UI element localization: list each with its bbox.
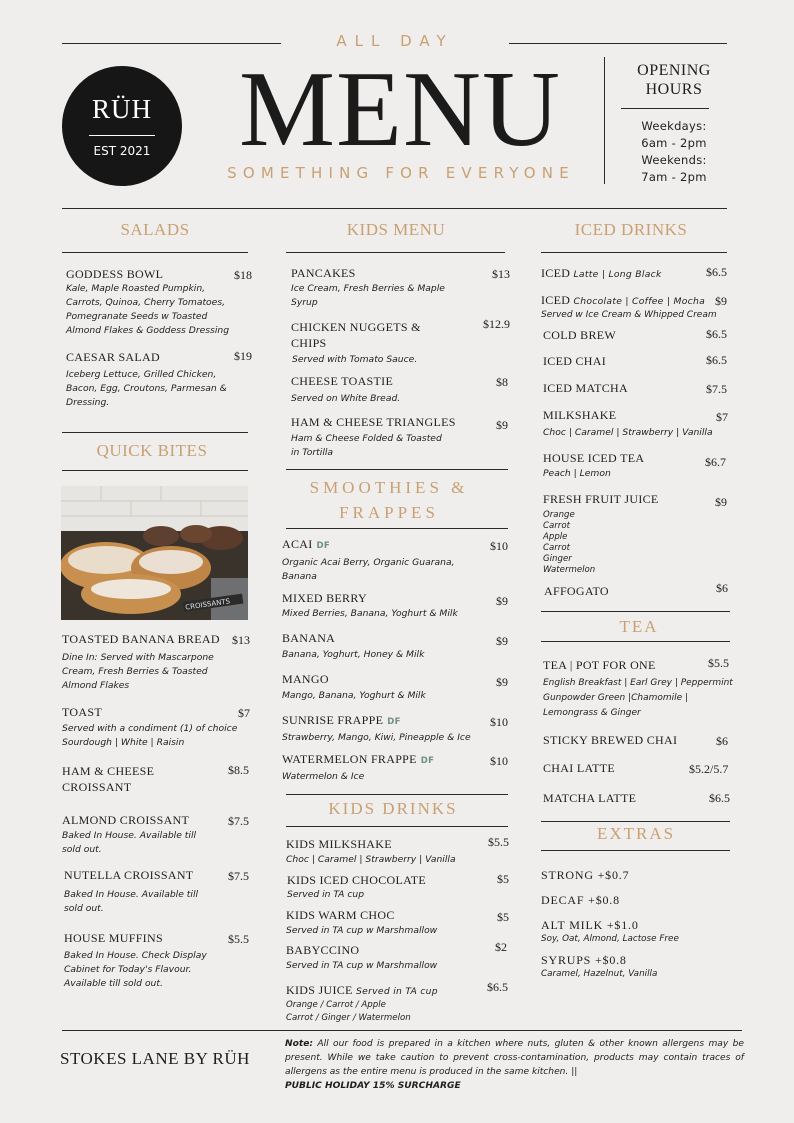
item-name: FRESH FRUIT JUICE [543, 492, 659, 506]
dairy-free-badge: DF [316, 541, 331, 551]
photo-sign-text: CROISSANTS [184, 597, 231, 612]
menu-item [291, 414, 511, 460]
menu-item [282, 671, 512, 703]
item-name: MIXED BERRY [282, 591, 367, 605]
menu-item [64, 930, 252, 991]
extras-title: EXTRAS [596, 824, 676, 843]
item-name: CAESAR SALAD [66, 350, 160, 364]
item-name: SYRUPS +$0.8 [541, 953, 627, 967]
item-description: Mango, Banana, Yoghurt & Milk [282, 690, 426, 701]
item-price: $12.9 [483, 317, 510, 331]
menu-item [543, 657, 743, 721]
item-description: Served with Tomato Sauce. [292, 354, 418, 365]
item-name-line-2: CROISSANT [62, 780, 132, 794]
item-description: Mixed Berries, Banana, Yoghurt & Milk [282, 608, 458, 619]
item-description: English Breakfast | Earl Grey | Peppermint Gunpowder Green |Chamomile | Lemongrass & Ginger [543, 678, 733, 718]
menu-item [543, 450, 731, 481]
item-name: ACAI DF [282, 537, 331, 551]
iced-drinks-title: ICED DRINKS [574, 220, 688, 239]
item-name: MATCHA LATTE [543, 791, 637, 805]
allergen-note [285, 1037, 744, 1093]
item-price: $7.5 [706, 382, 727, 396]
item-price: $6.5 [706, 327, 727, 341]
item-name: HOUSE ICED TEA [543, 451, 645, 465]
item-price: $6.5 [706, 353, 727, 367]
item-description: Baked In House. Check Display Cabinet for Today's Flavour. Available till sold out. [64, 950, 207, 989]
item-description: Served w Ice Cream & Whipped Cream [541, 310, 717, 320]
hours-line: Weekdays: [641, 119, 707, 133]
smoothies-title [286, 475, 492, 525]
item-price: $19 [234, 349, 252, 363]
item-name: PANCAKES [291, 266, 356, 280]
menu-item [543, 732, 733, 748]
item-description: Watermelon & Ice [282, 771, 365, 782]
item-name: WATERMELON FRAPPE DF [282, 752, 435, 766]
item-price: $9 [496, 418, 508, 432]
logo-est: EST 2021 [93, 144, 151, 158]
item-price: $2 [495, 940, 507, 954]
note-text: All our food is prepared in a kitchen where nuts, gluten & other known allergens may be present. While we take caution to prevent cross-contamination, products may contain traces of allergens as the entire menu is produced in the same kitchen. || [285, 1039, 744, 1077]
tea-title: TEA [619, 617, 659, 636]
menu-item [64, 867, 252, 916]
item-description: Baked In House. Available till sold out. [64, 889, 199, 914]
salads-title: SALADS [120, 220, 190, 239]
item-description: Strawberry, Mango, Kiwi, Pineapple & Ice [282, 732, 471, 743]
item-description: Choc | Caramel | Strawberry | Vanilla [286, 854, 456, 865]
item-price: $10 [490, 539, 508, 553]
item-name: HAM & CHEESE TRIANGLES [291, 415, 456, 429]
item-price: $13 [232, 633, 250, 647]
item-price: $9 [715, 495, 727, 509]
menu-item [282, 630, 512, 662]
item-price: $7.5 [228, 869, 249, 883]
item-name: STICKY BREWED CHAI [543, 733, 678, 747]
item-price: $10 [490, 754, 508, 768]
menu-item [543, 790, 733, 806]
item-name: TEA | POT FOR ONE [543, 658, 656, 672]
extra-item [541, 867, 731, 883]
dairy-free-badge: DF [387, 717, 401, 727]
logo [62, 66, 182, 186]
brand-name: STOKES LANE BY RÜH [60, 1049, 250, 1068]
kids-drinks-title: KIDS DRINKS [328, 799, 458, 818]
item-price: $13 [492, 267, 510, 281]
menu-item [282, 590, 512, 621]
smoothies-title-line-1: SMOOTHIES & [309, 478, 469, 497]
menu-item [286, 942, 511, 973]
item-price: $5.5 [228, 932, 249, 946]
item-name: TOAST [62, 705, 102, 719]
item-description: Served in TA cup [287, 889, 365, 900]
item-price: $5 [497, 910, 509, 924]
item-name-line-2: CHIPS [291, 336, 327, 350]
menu-item [62, 763, 252, 795]
menu-item [543, 760, 733, 776]
item-name: GODDESS BOWL [66, 267, 164, 281]
croissant-photo [61, 486, 248, 620]
item-price: $7.5 [228, 814, 249, 828]
item-name: CHICKEN NUGGETS & [291, 320, 421, 334]
item-name: KIDS JUICE Served in TA cup [286, 983, 438, 997]
menu-item [543, 353, 731, 369]
item-price: $18 [234, 268, 252, 282]
hours-line: 7am - 2pm [641, 170, 707, 184]
item-price: $6.7 [705, 455, 726, 469]
item-description: Soy, Oat, Almond, Lactose Free [541, 934, 679, 944]
item-description: Caramel, Hazelnut, Vanilla [541, 969, 658, 979]
item-name: CHEESE TOASTIE [291, 374, 394, 388]
item-description: Kale, Maple Roasted Pumpkin, Carrots, Quinoa, Cherry Tomatoes, Pomegranate Seeds w Toasted Almond Flakes & Goddess Dressing [66, 283, 230, 336]
item-description: Choc | Caramel | Strawberry | Vanilla [543, 427, 713, 438]
item-price: $8 [496, 375, 508, 389]
item-price: $9 [715, 294, 727, 308]
opening-hours-title [612, 61, 736, 99]
item-description: Iceberg Lettuce, Grilled Chicken, Bacon, Egg, Croutons, Parmesan & Dressing. [66, 369, 227, 408]
item-name: ICED Chocolate | Coffee | Mocha [541, 293, 706, 307]
dairy-free-badge: DF [420, 756, 435, 766]
item-price: $6.5 [709, 791, 730, 805]
extra-item [541, 892, 731, 908]
item-description: Ice Cream, Fresh Berries & Maple Syrup [291, 283, 445, 308]
item-name: MILKSHAKE [543, 408, 617, 422]
item-price: $5.5 [488, 835, 509, 849]
item-description: Peach | Lemon [543, 468, 611, 479]
item-name: AFFOGATO [544, 584, 609, 598]
item-inline-note: Served in TA cup [355, 986, 438, 997]
hours-line: 6am - 2pm [641, 136, 707, 150]
item-price: $6 [716, 734, 728, 748]
item-name: CHAI LATTE [543, 761, 615, 775]
item-name: TOASTED BANANA BREAD [62, 632, 220, 646]
logo-name: RÜH [91, 94, 152, 124]
menu-item [62, 812, 252, 857]
item-price: $6 [716, 581, 728, 595]
item-price: $5.2/5.7 [689, 762, 729, 776]
item-name: ICED CHAI [543, 354, 607, 368]
menu-item [287, 872, 511, 902]
surcharge-note: PUBLIC HOLIDAY 15% SURCHARGE [285, 1081, 461, 1091]
menu-item [62, 631, 252, 693]
note-label: Note: [285, 1039, 314, 1049]
item-price: $9 [496, 675, 508, 689]
smoothies-title-line-2: FRAPPES [339, 503, 439, 522]
item-description: Ham & Cheese Folded & Toasted in Tortilla [291, 433, 442, 458]
menu-item [282, 712, 512, 745]
tagline: SOMETHING FOR EVERYONE [227, 164, 575, 182]
item-price: $7 [716, 410, 728, 424]
item-name: KIDS WARM CHOC [286, 908, 395, 922]
item-price: $7 [238, 706, 250, 720]
kids-menu-title: KIDS MENU [346, 220, 446, 239]
item-price: $10 [490, 715, 508, 729]
item-name: KIDS ICED CHOCOLATE [287, 873, 427, 887]
menu-item [66, 349, 251, 410]
menu-item [282, 536, 512, 584]
item-name: KIDS MILKSHAKE [286, 837, 392, 851]
extra-item [541, 952, 731, 980]
item-name: DECAF +$0.8 [541, 893, 620, 907]
quick-bites-title: QUICK BITES [96, 441, 208, 460]
menu-item [543, 380, 731, 396]
item-name: ALMOND CROISSANT [62, 813, 190, 827]
menu-item [286, 836, 511, 867]
menu-item [291, 373, 511, 406]
extra-item [541, 917, 731, 945]
item-price: $6.5 [706, 265, 727, 279]
menu-item [286, 907, 511, 938]
menu-item [66, 266, 251, 338]
item-inline-note: Chocolate | Coffee | Mocha [573, 296, 706, 307]
menu-item [291, 319, 511, 367]
item-name: BABYCCINO [286, 943, 360, 957]
menu-heading: MENU [239, 50, 561, 169]
menu-item [543, 491, 731, 576]
item-description: Baked In House. Available till sold out. [62, 830, 197, 855]
all-day-label: ALL DAY [336, 32, 454, 50]
menu-item [291, 265, 511, 310]
hours-title-line-2: HOURS [645, 81, 703, 98]
item-price: $9 [496, 594, 508, 608]
item-price: $5.5 [708, 656, 729, 670]
menu-item [286, 982, 511, 1025]
item-name: COLD BREW [543, 328, 617, 342]
item-name: BANANA [282, 631, 336, 645]
item-description: Dine In: Served with Mascarpone Cream, Fresh Berries & Toasted Almond Flakes [62, 652, 214, 691]
menu-item [541, 265, 731, 282]
item-name: HAM & CHEESE [62, 764, 155, 778]
menu-item [543, 407, 731, 440]
item-name: SUNRISE FRAPPE DF [282, 713, 401, 727]
item-name: ICED Latte | Long Black [541, 266, 662, 280]
opening-hours [612, 118, 736, 186]
item-description: Organic Acai Berry, Organic Guarana, Banana [282, 557, 455, 582]
menu-item [282, 751, 512, 784]
item-name: MANGO [282, 672, 329, 686]
item-description: Orange Carrot Apple Carrot Ginger Watermelon [543, 510, 596, 575]
item-description: Orange / Carrot / Apple Carrot / Ginger / Watermelon [286, 1000, 411, 1023]
item-name: ALT MILK +$1.0 [541, 918, 639, 932]
menu-item [543, 327, 731, 343]
menu-item [62, 704, 252, 750]
menu-item [544, 583, 731, 599]
hours-title-line-1: OPENING [637, 62, 711, 79]
item-description: Served in TA cup w Marshmallow [286, 960, 438, 971]
item-price: $5 [497, 872, 509, 886]
item-price: $9 [496, 634, 508, 648]
item-inline-note: Latte | Long Black [573, 269, 662, 280]
hours-line: Weekends: [641, 153, 707, 167]
item-description: Served with a condiment (1) of choice Sourdough | White | Raisin [62, 723, 238, 748]
item-price: $6.5 [487, 980, 508, 994]
item-name: NUTELLA CROISSANT [64, 868, 194, 882]
item-description: Served in TA cup w Marshmallow [286, 925, 438, 936]
item-name: HOUSE MUFFINS [64, 931, 163, 945]
item-price: $8.5 [228, 763, 249, 777]
item-description: Banana, Yoghurt, Honey & Milk [282, 649, 425, 660]
menu-item [541, 292, 731, 321]
item-name: STRONG +$0.7 [541, 868, 630, 882]
item-name: ICED MATCHA [543, 381, 628, 395]
item-description: Served on White Bread. [291, 393, 401, 404]
